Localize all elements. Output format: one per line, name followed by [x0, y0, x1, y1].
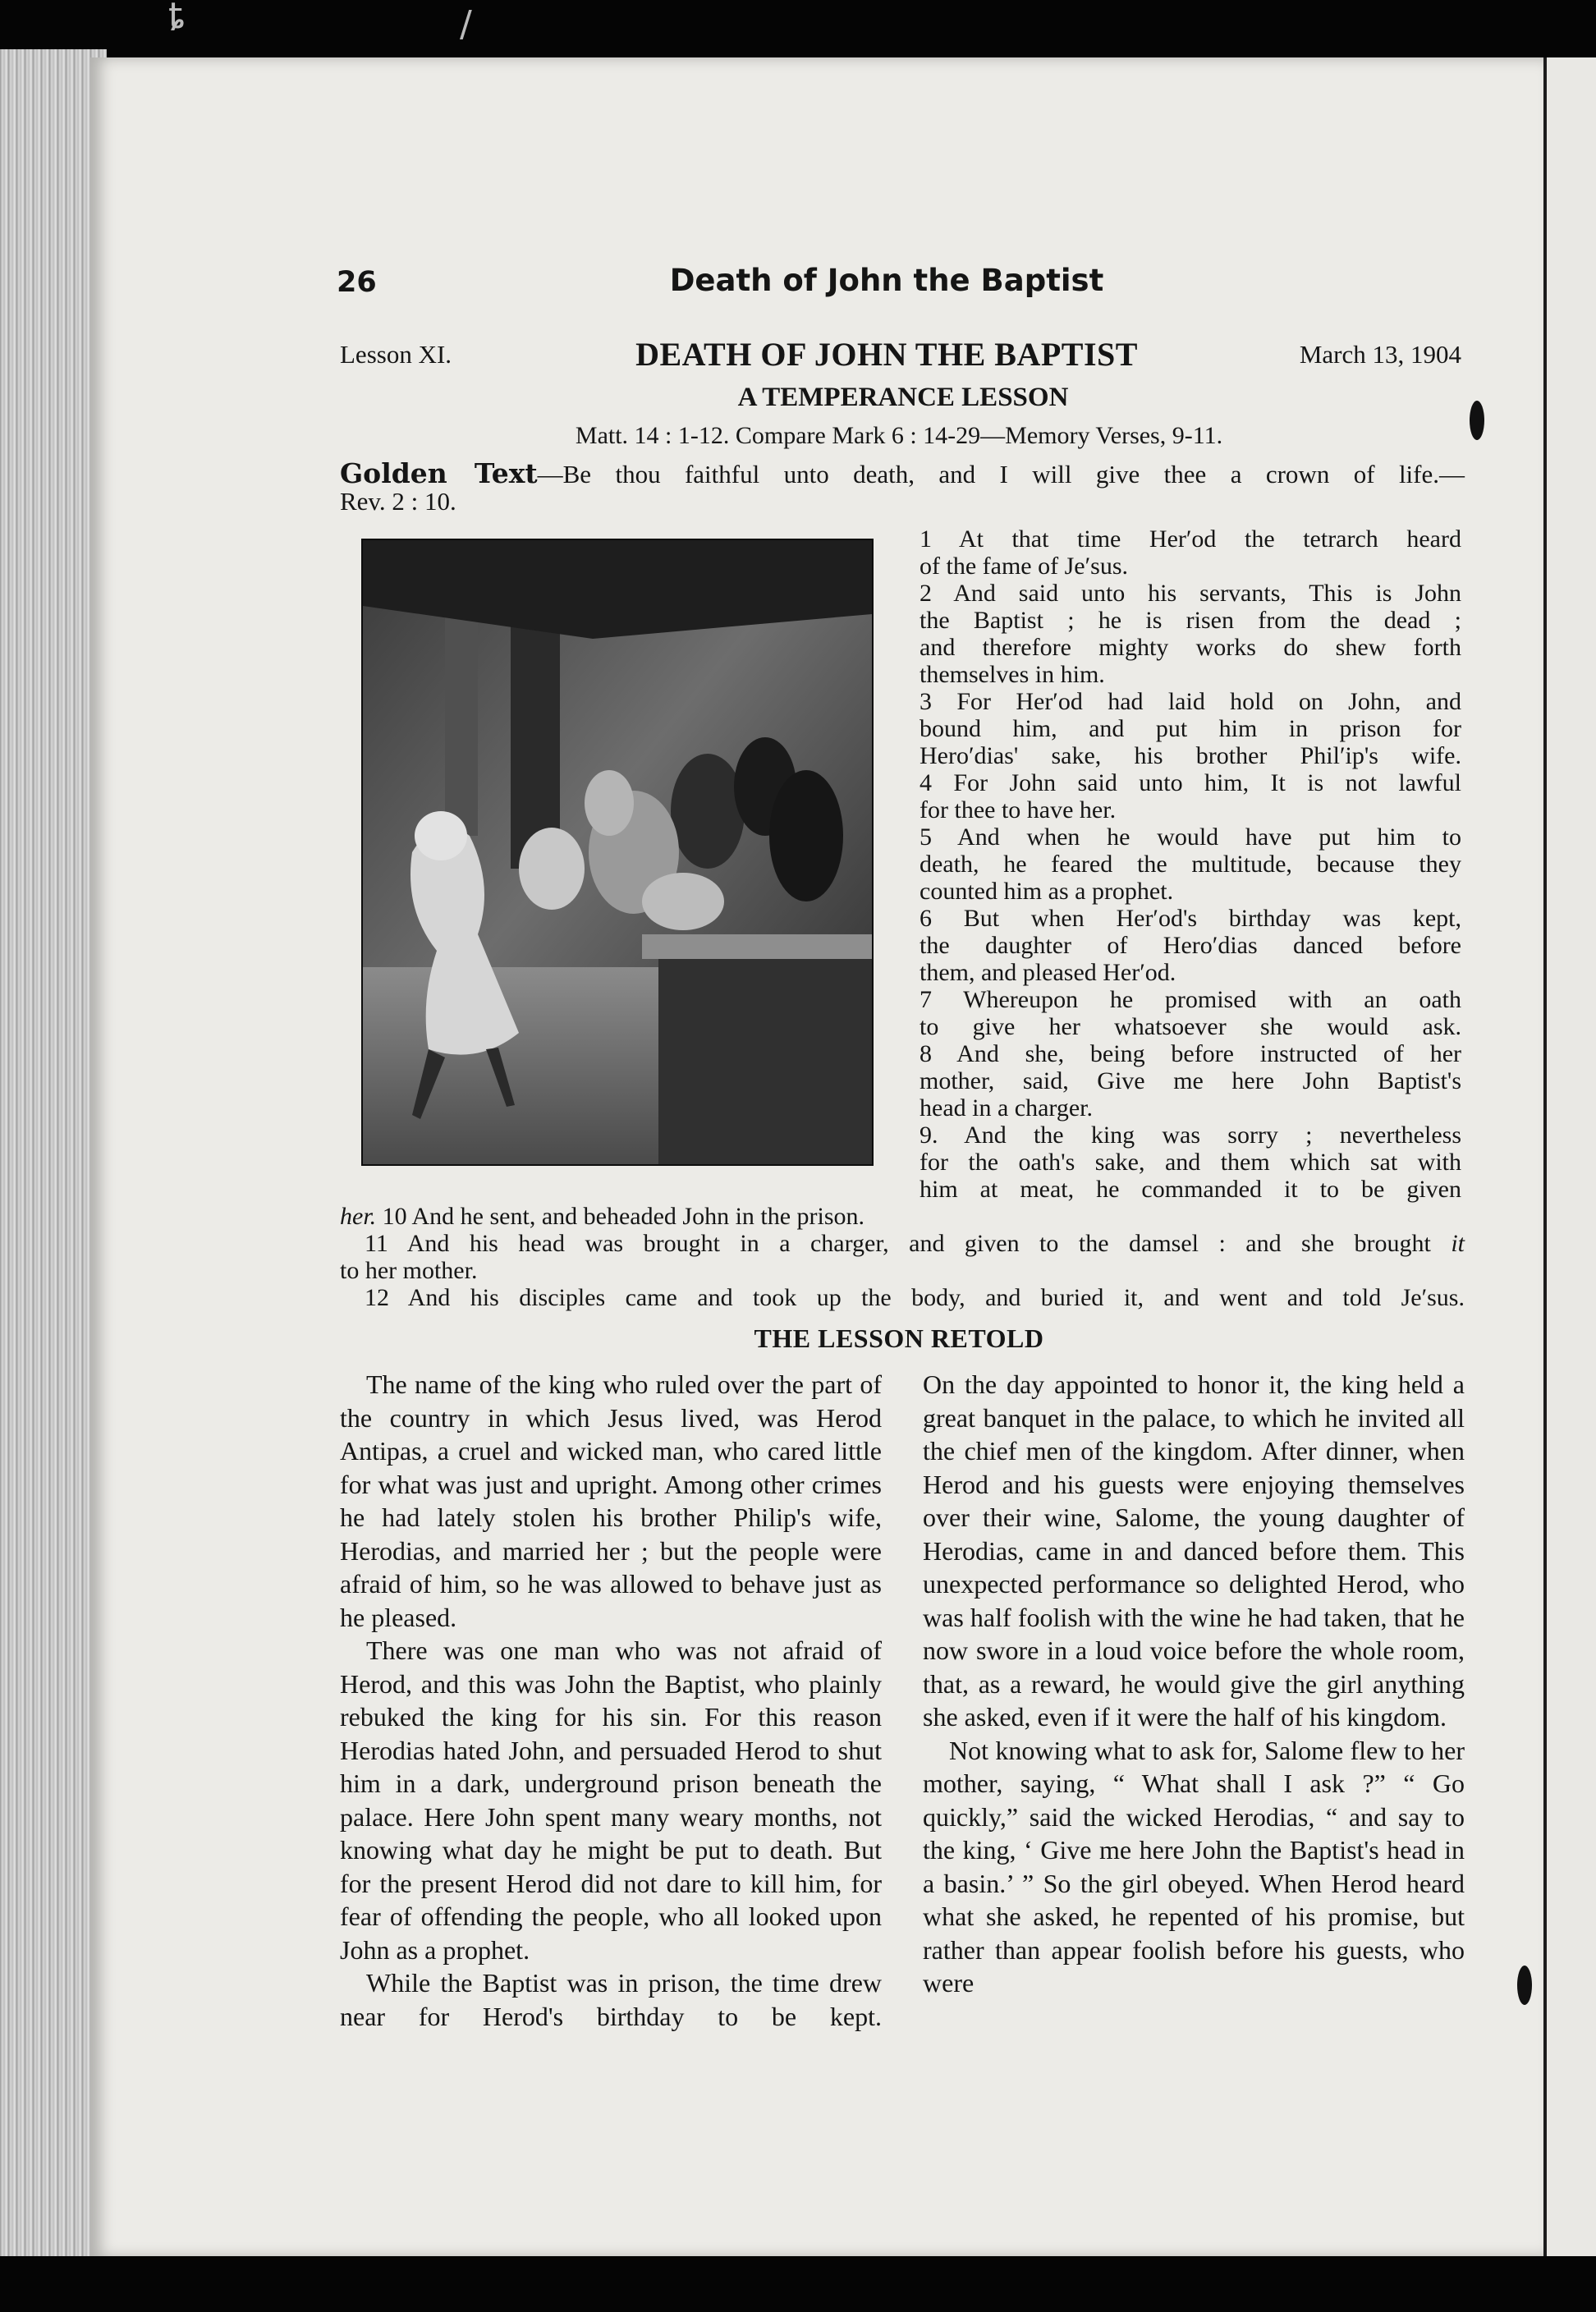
verse-italic-word: it	[1451, 1230, 1465, 1257]
scripture-reference: Matt. 14 : 1-12. Compare Mark 6 : 14-29—Memory Verses, 9-11.	[575, 422, 1223, 449]
illustration-salome-dancing	[361, 539, 874, 1166]
verse-line: for thee to have her.	[920, 796, 1117, 823]
binding-hole	[1470, 401, 1484, 440]
scan-mark: /	[460, 3, 472, 45]
scan-mark: ȶ	[168, 0, 186, 37]
lesson-title: DEATH OF JOHN THE BAPTIST	[635, 336, 1138, 373]
retold-paragraph: While the Baptist was in prison, the time drew near for Herod's birthday to be kept.	[340, 1968, 882, 2031]
verse-line: 3 For Her′od had laid hold on John, and	[920, 688, 1461, 715]
golden-text-body: —Be thou faithful unto death, and I will give thee a crown of life.—	[537, 460, 1465, 489]
verse-line: 7 Whereupon he promised with an oath	[920, 986, 1461, 1013]
verse-line: the daughter of Hero′dias danced before	[920, 932, 1461, 959]
verse-line: for the oath's sake, and them which sat with	[920, 1149, 1461, 1176]
verse-line: mother, said, Give me here John Baptist's	[920, 1067, 1461, 1094]
verse-line: of the fame of Je′sus.	[920, 553, 1128, 580]
verse-line: the Baptist ; he is risen from the dead ;	[920, 607, 1461, 634]
binding-hole	[1517, 1966, 1532, 2005]
facing-page-edge	[1543, 57, 1596, 2258]
lesson-subtitle: A TEMPERANCE LESSON	[737, 383, 1069, 412]
scan-border-bottom	[0, 2256, 1596, 2312]
page-number: 26	[337, 266, 377, 299]
verse-line: him at meat, he commanded it to be given	[920, 1176, 1461, 1203]
golden-text	[340, 457, 1465, 489]
verse-text: 11 And his head was brought in a charger, and given to the damsel : and she brought	[365, 1230, 1452, 1257]
verse-line: Hero′dias' sake, his brother Phil′ip's wife.	[920, 742, 1461, 769]
running-title: Death of John the Baptist	[669, 263, 1104, 298]
verse-line: them, and pleased Her′od.	[920, 959, 1176, 986]
verse-line-full	[340, 1230, 1465, 1257]
verse-line-full: 12 And his disciples came and took up the body, and buried it, and went and told Je′sus.	[365, 1284, 1465, 1311]
verse-line: 5 And when he would have put him to	[920, 823, 1461, 851]
verse-line: death, he feared the multitude, because they	[920, 851, 1461, 878]
section-heading-lesson-retold: THE LESSON RETOLD	[754, 1323, 1044, 1353]
golden-text-label: Golden Text	[340, 457, 538, 489]
verse-text: 10 And he sent, and beheaded John in the prison.	[376, 1203, 865, 1230]
retold-paragraph: The name of the king who ruled over the part of the country in which Jesus lived, was Herod Antipas, a cruel and wicked man, who cared little for what was just and upright. Among other crimes he had lately stolen his brother Philip's wife, Herodias, and married her ; but the people were afraid of him, so he was allowed to behave just as he pleased.	[340, 1369, 882, 1632]
retold-paragraph: On the day appointed to honor it, the king held a great banquet in the palace, to which he invited all the chief men of the kingdom. After dinner, when Herod and his guests were enjoying themselves over their wine, Salome, the young daughter of Herodias, came in and danced before them. This unexpected performance so delighted Herod, who was half foolish with the wine he had taken, that he now swore in a loud voice before the whole room, that, as a reward, he would give the girl anything she asked, even if it were the half of his kingdom.	[923, 1369, 1465, 1732]
retold-paragraph: Not knowing what to ask for, Salome flew to her mother, saying, “ What shall I ask ?” “ Go quickly,” said the wicked Herodias, “ and say to the king, ‘ Give me here John the Baptist's head in a basin.’ ” So the girl obeyed. When Herod heard what she asked, he repented of his promise, but rather than appear foolish before his guests, who were	[923, 1735, 1465, 1998]
verse-line: 4 For John said unto him, It is not lawful	[920, 769, 1461, 796]
verse-line: 1 At that time Her′od the tetrarch heard	[920, 525, 1461, 553]
verse-line-full: to her mother.	[340, 1257, 478, 1284]
scan-border-top	[0, 0, 1596, 57]
engraving-picture	[363, 540, 872, 1164]
verse-italic-word: her.	[340, 1203, 377, 1230]
golden-text-reference: Rev. 2 : 10.	[340, 487, 456, 516]
verse-line-full	[340, 1203, 1465, 1230]
verse-line: counted him as a prophet.	[920, 878, 1174, 905]
verse-line: 9. And the king was sorry ; nevertheless	[920, 1122, 1461, 1149]
retold-right-column	[923, 1368, 1465, 2000]
verse-line: head in a charger.	[920, 1094, 1094, 1122]
verse-line: 8 And she, being before instructed of her	[920, 1040, 1461, 1067]
verse-line: 2 And said unto his servants, This is John	[920, 580, 1461, 607]
verse-line: and therefore mighty works do shew forth	[920, 634, 1461, 661]
verse-line: bound him, and put him in prison for	[920, 715, 1461, 742]
verse-line: to give her whatsoever she would ask.	[920, 1013, 1461, 1040]
lesson-date: March 13, 1904	[1299, 340, 1461, 369]
retold-left-column	[340, 1368, 882, 2033]
verse-line: themselves in him.	[920, 661, 1105, 688]
verse-line: 6 But when Her′od's birthday was kept,	[920, 905, 1461, 932]
retold-paragraph: There was one man who was not afraid of Herod, and this was John the Baptist, who plainly rebuked the king for his sin. For this reason Herodias hated John, and persuaded Herod to shut him in a dark, underground prison beneath the palace. Here John spent many weary months, not knowing what day he might be put to death. But for the present Herod did not dare to kill him, for fear of offending the people, who all looked upon John as a prophet.	[340, 1635, 882, 1965]
lesson-number: Lesson XI.	[340, 340, 452, 369]
